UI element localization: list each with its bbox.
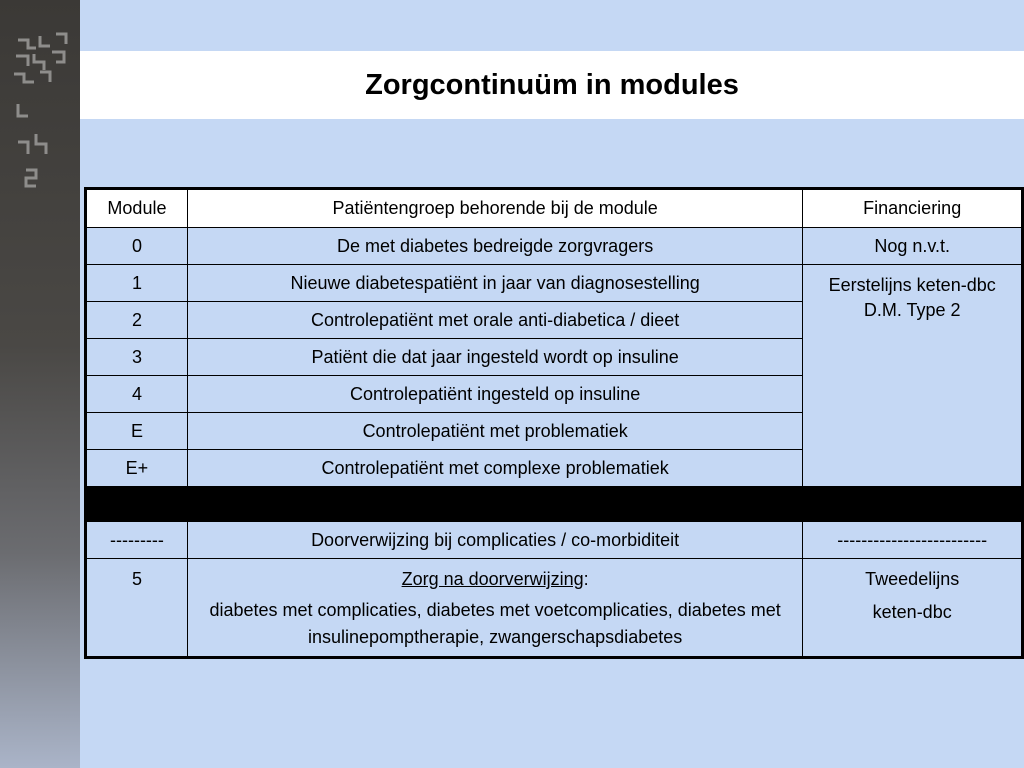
cell-patient-group: Doorverwijzing bij complicaties / co-morbiditeit (187, 522, 802, 559)
table-row (86, 559, 1023, 658)
cell-module: 4 (86, 376, 188, 413)
table-row (86, 265, 1023, 302)
cell-patient-group (187, 559, 802, 658)
table-row (86, 228, 1023, 265)
left-decorative-bar (0, 0, 80, 768)
referral-care-heading: Zorg na doorverwijzing (401, 569, 584, 589)
table-row (86, 522, 1023, 559)
financing-line: Tweedelijns (865, 569, 960, 589)
separator-cell (187, 487, 802, 522)
financing-line: keten-dbc (872, 602, 952, 622)
cell-patient-group: Controlepatiënt met orale anti-diabetica / dieet (187, 302, 802, 339)
cell-patient-group: Controlepatiënt ingesteld op insuline (187, 376, 802, 413)
header-module: Module (86, 189, 188, 228)
cell-financing: Nog n.v.t. (803, 228, 1023, 265)
cell-financing (803, 559, 1023, 658)
cell-patient-group: Controlepatiënt met problematiek (187, 413, 802, 450)
cell-module: 1 (86, 265, 188, 302)
separator-cell (803, 487, 1023, 522)
cell-module: 0 (86, 228, 188, 265)
slide-title: Zorgcontinuüm in modules (365, 68, 739, 101)
referral-care-description: diabetes met complicaties, diabetes met voetcomplicaties, diabetes met insulinepomptherapie, zwangerschapsdiabetes (209, 600, 781, 647)
table-header-row (86, 189, 1023, 228)
logo-glyphs-icon (0, 0, 80, 200)
cell-financing-merged: Eerstelijns keten-dbc D.M. Type 2 (803, 265, 1023, 487)
heading-colon: : (583, 569, 589, 589)
title-band (80, 51, 1024, 119)
cell-module: E (86, 413, 188, 450)
cell-patient-group: De met diabetes bedreigde zorgvragers (187, 228, 802, 265)
header-financing: Financiering (803, 189, 1023, 228)
modules-table (84, 187, 1024, 659)
separator-row (86, 487, 1023, 522)
cell-patient-group: Controlepatiënt met complexe problematiek (187, 450, 802, 487)
cell-module: 2 (86, 302, 188, 339)
header-patient-group: Patiëntengroep behorende bij de module (187, 189, 802, 228)
separator-cell (86, 487, 188, 522)
cell-patient-group: Nieuwe diabetespatiënt in jaar van diagnosestelling (187, 265, 802, 302)
cell-module: 3 (86, 339, 188, 376)
cell-financing: ------------------------- (803, 522, 1023, 559)
cell-module: --------- (86, 522, 188, 559)
cell-module: E+ (86, 450, 188, 487)
cell-module: 5 (86, 559, 188, 658)
cell-patient-group: Patiënt die dat jaar ingesteld wordt op insuline (187, 339, 802, 376)
